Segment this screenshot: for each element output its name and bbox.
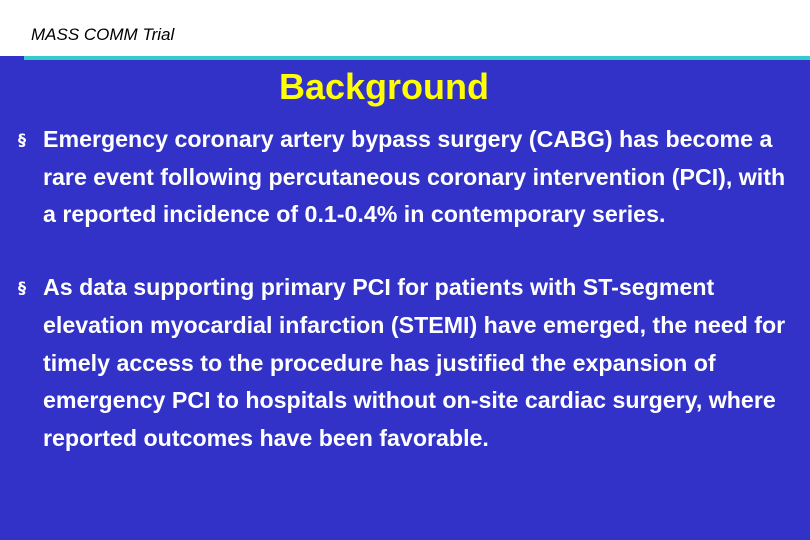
slide-title: Background <box>278 66 490 107</box>
bullet-text: Emergency coronary artery bypass surgery (CABG) has become a rare event following percutaneous coronary intervention (PCI), with a reported incidence of 0.1-0.4% in contemporary series. <box>43 126 786 228</box>
header-divider <box>24 56 810 60</box>
bullet-icon: § <box>18 130 26 149</box>
bullet-list <box>18 121 788 458</box>
header-band <box>0 0 810 56</box>
trial-name-label: MASS COMM Trial <box>31 25 175 44</box>
bullet-icon: § <box>18 278 26 298</box>
bullet-text: As data supporting primary PCI for patients with ST-segment elevation myocardial infarction (STEMI) have emerged, the need for timely access to the procedure has justified the expansion of emergency PCI to hospitals without on-site cardiac surgery, where reported outcomes have been favorable. <box>43 274 786 451</box>
bullet-item <box>18 269 788 458</box>
bullet-item <box>18 121 788 234</box>
